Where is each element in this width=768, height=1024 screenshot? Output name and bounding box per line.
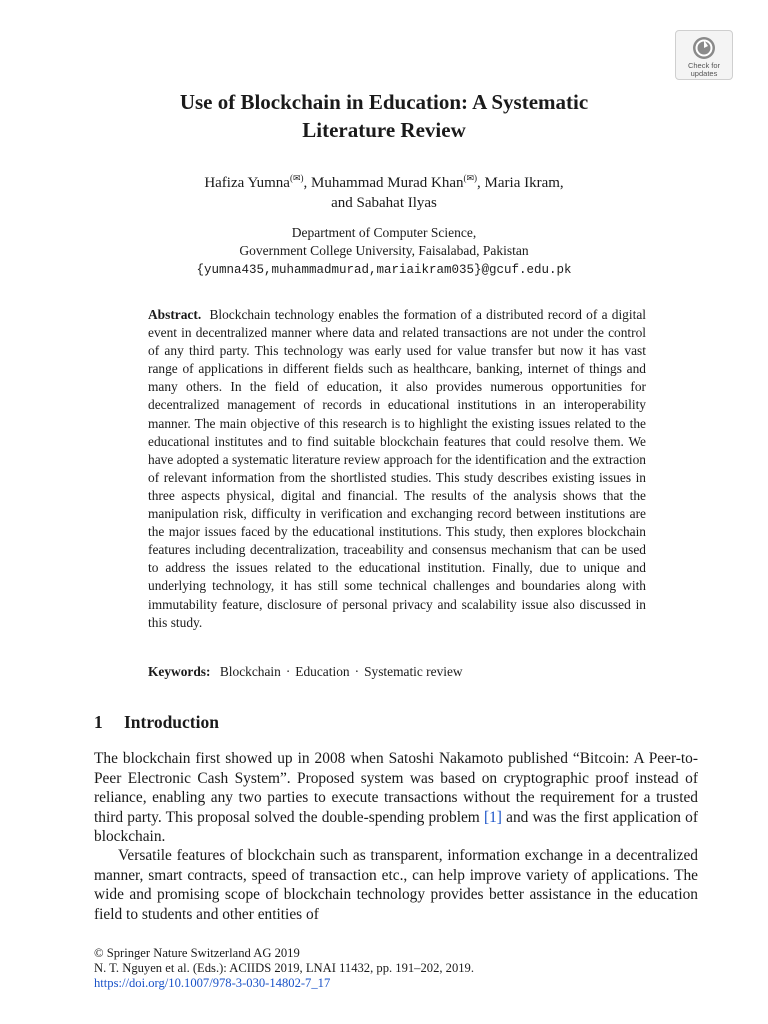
mail-icon[interactable]: (✉) [289, 173, 304, 183]
author-list [100, 173, 668, 213]
abstract-label: Abstract. [148, 307, 202, 322]
title-line2: Literature Review [302, 118, 466, 142]
author-separator: , [303, 175, 312, 191]
keyword-separator: · [354, 664, 360, 679]
section-number: 1 [94, 712, 103, 732]
affiliation [100, 224, 668, 279]
affiliation-department: Department of Computer Science, [291, 225, 477, 240]
badge-label [688, 62, 720, 78]
author-separator: , [477, 175, 485, 191]
keyword-separator: · [285, 664, 291, 679]
paper-title [100, 88, 668, 144]
proceedings-citation: N. T. Nguyen et al. (Eds.): ACIIDS 2019, LNAI 11432, pp. 191–202, 2019. [94, 961, 474, 975]
keywords [148, 663, 646, 681]
section-title: Introduction [124, 712, 219, 732]
section-heading-introduction [94, 711, 219, 733]
intro-p1-text: The blockchain first showed up in 2008 when Satoshi Nakamoto published “Bitcoin: A Peer-to-Peer Electronic Cash System”. Proposed system was based on cryptographic proof instead of reliance, enabling any two parties to execute transactions without the requirement for a trusted third party. This proposal solved the double-spending problem [94, 750, 698, 826]
author-3: Maria Ikram, [484, 175, 564, 191]
title-line1: Use of Blockchain in Education: A Systematic [179, 90, 589, 114]
badge-label-line2: updates [690, 69, 718, 78]
intro-p1-tail: and was the first application of blockchain. [94, 808, 698, 846]
check-for-updates-badge[interactable] [675, 30, 733, 80]
mail-icon[interactable]: (✉) [463, 173, 478, 183]
author-1: Hafiza Yumna [204, 175, 290, 191]
intro-paragraph-1 [94, 749, 698, 847]
citation-link[interactable]: [1] [483, 808, 502, 826]
doi-link[interactable]: https://doi.org/10.1007/978-3-030-14802-7_17 [94, 976, 331, 990]
author-4: and Sabahat Ilyas [331, 195, 437, 211]
abstract-text: Blockchain technology enables the formation of a distributed record of a digital event in decentralized manner where data and related transactions are not under the control of any third party. This technology was early used for value transfer but now it has vast range of applications in different fields such as healthcare, banking, internet of things and many others. In the field of education, it also provides numerous opportunities for decentralized management of records in educational institutions in an interoperability manner. The main objective of this research is to highlight the existing issues related to the educational institutes and to find suitable blockchain features that could resolve them. We have adopted a systematic literature review approach for the identification and the extraction of relevant information from the shortlisted studies. This study describes existing issues in three aspects physical, digital and financial. The results of the analysis shows that the manipulation risk, difficulty in verification and exchanging record between institutions are the major issues faced by the educational institutions. This study, then explores blockchain features including decentralization, traceability and consensus mechanism that can be used to address the issues related to the educational institution. Finally, due to unique and underlying technology, it has still some technical challenges and boundaries along with immutability feature, disclosure of personal privacy and scalability issue also discussed in this study. [148, 307, 646, 630]
intro-paragraph-2: Versatile features of blockchain such as transparent, information exchange in a decentralized manner, smart contracts, speed of transaction etc., can help improve variety of applications. The wide and promising scope of blockchain technology provides better assistance in the education field to students and other entities of [94, 847, 698, 923]
author-emails[interactable]: {yumna435,muhammadmurad,mariaikram035}@gcuf.edu.pk [196, 263, 572, 277]
keyword-1: Blockchain [219, 664, 281, 679]
keyword-2: Education [295, 664, 350, 679]
bookmark-refresh-icon [691, 35, 717, 61]
page-footer [94, 946, 474, 991]
copyright-notice: © Springer Nature Switzerland AG 2019 [94, 946, 300, 960]
author-2: Muhammad Murad Khan [311, 175, 464, 191]
badge-label-line1: Check for [687, 61, 721, 70]
abstract [148, 306, 646, 632]
keywords-label: Keywords: [148, 664, 211, 679]
keyword-3: Systematic review [364, 664, 463, 679]
affiliation-university: Government College University, Faisalabad, Pakistan [239, 243, 529, 258]
